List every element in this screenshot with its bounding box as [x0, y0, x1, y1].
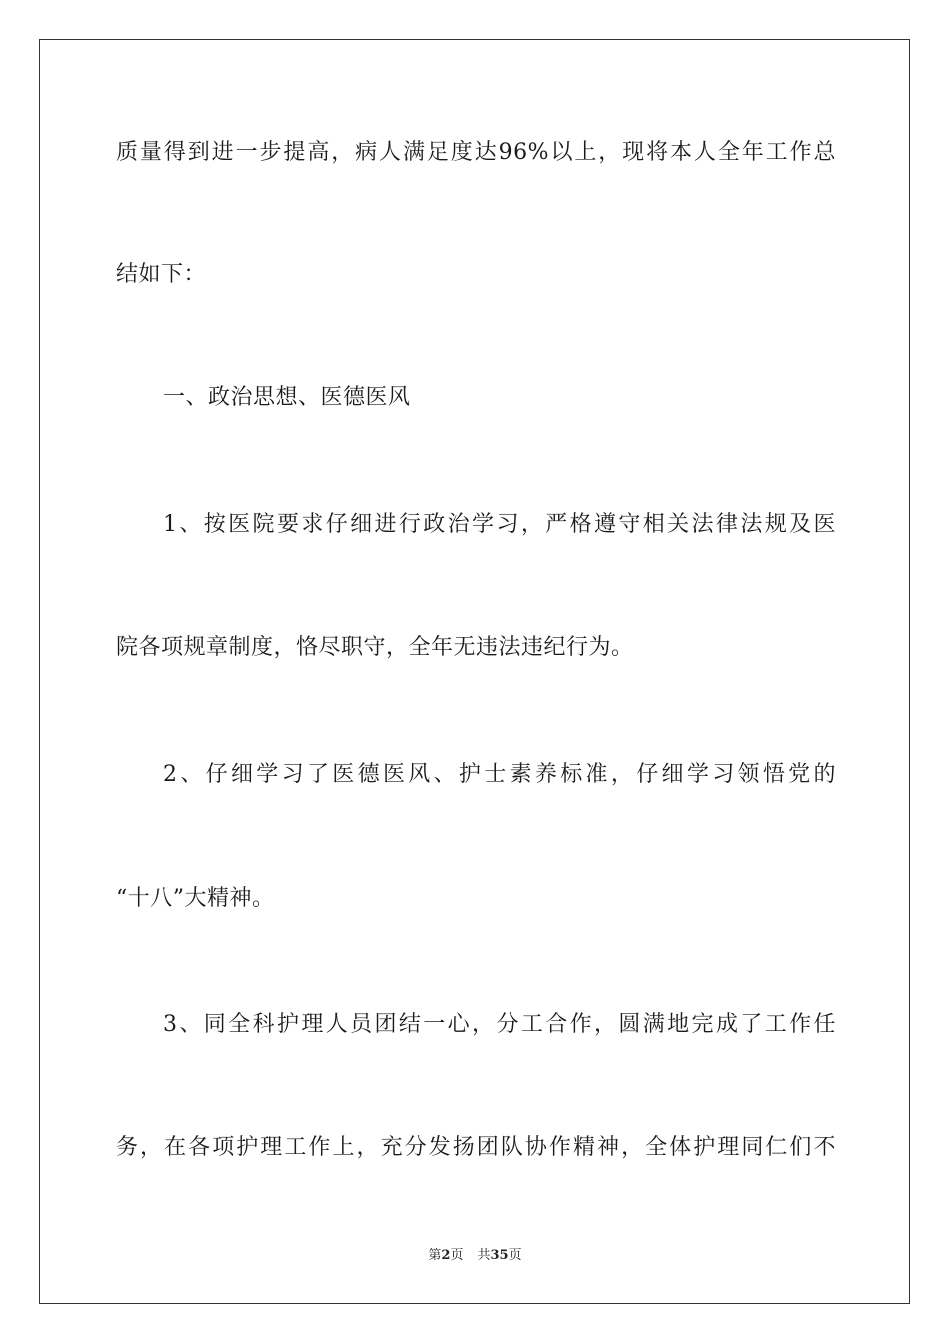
- paragraph-line-6: 2、仔细学习了医德医风、护士素养标准，仔细学习领悟党的: [163, 762, 836, 787]
- paragraph-line-2: 结如下：: [116, 262, 207, 287]
- footer-page-suffix: 页: [450, 1248, 464, 1263]
- paragraph-line-1: 质量得到进一步提高，病人满足度达96%以上，现将本人全年工作总: [116, 140, 836, 165]
- footer-page-prefix: 第: [428, 1248, 442, 1263]
- paragraph-line-7: “十八”大精神。: [116, 886, 275, 911]
- footer-total-suffix: 页: [508, 1248, 522, 1263]
- paragraph-line-5: 院各项规章制度，恪尽职守，全年无违法违纪行为。: [116, 635, 634, 660]
- footer-total-pages: 35: [490, 1248, 509, 1263]
- page-border: [39, 39, 910, 1304]
- paragraph-line-9: 务，在各项护理工作上，充分发扬团队协作精神，全体护理同仁们不: [116, 1135, 836, 1160]
- paragraph-line-8: 3、同全科护理人员团结一心，分工合作，圆满地完成了工作任: [163, 1012, 836, 1037]
- footer-page-number: 2: [441, 1248, 451, 1263]
- footer-total-prefix: 共: [477, 1248, 491, 1263]
- paragraph-line-4: 1、按医院要求仔细进行政治学习，严格遵守相关法律法规及医: [163, 512, 836, 537]
- section-heading: 一、政治思想、医德医风: [163, 385, 411, 410]
- page-footer: [0, 1247, 950, 1265]
